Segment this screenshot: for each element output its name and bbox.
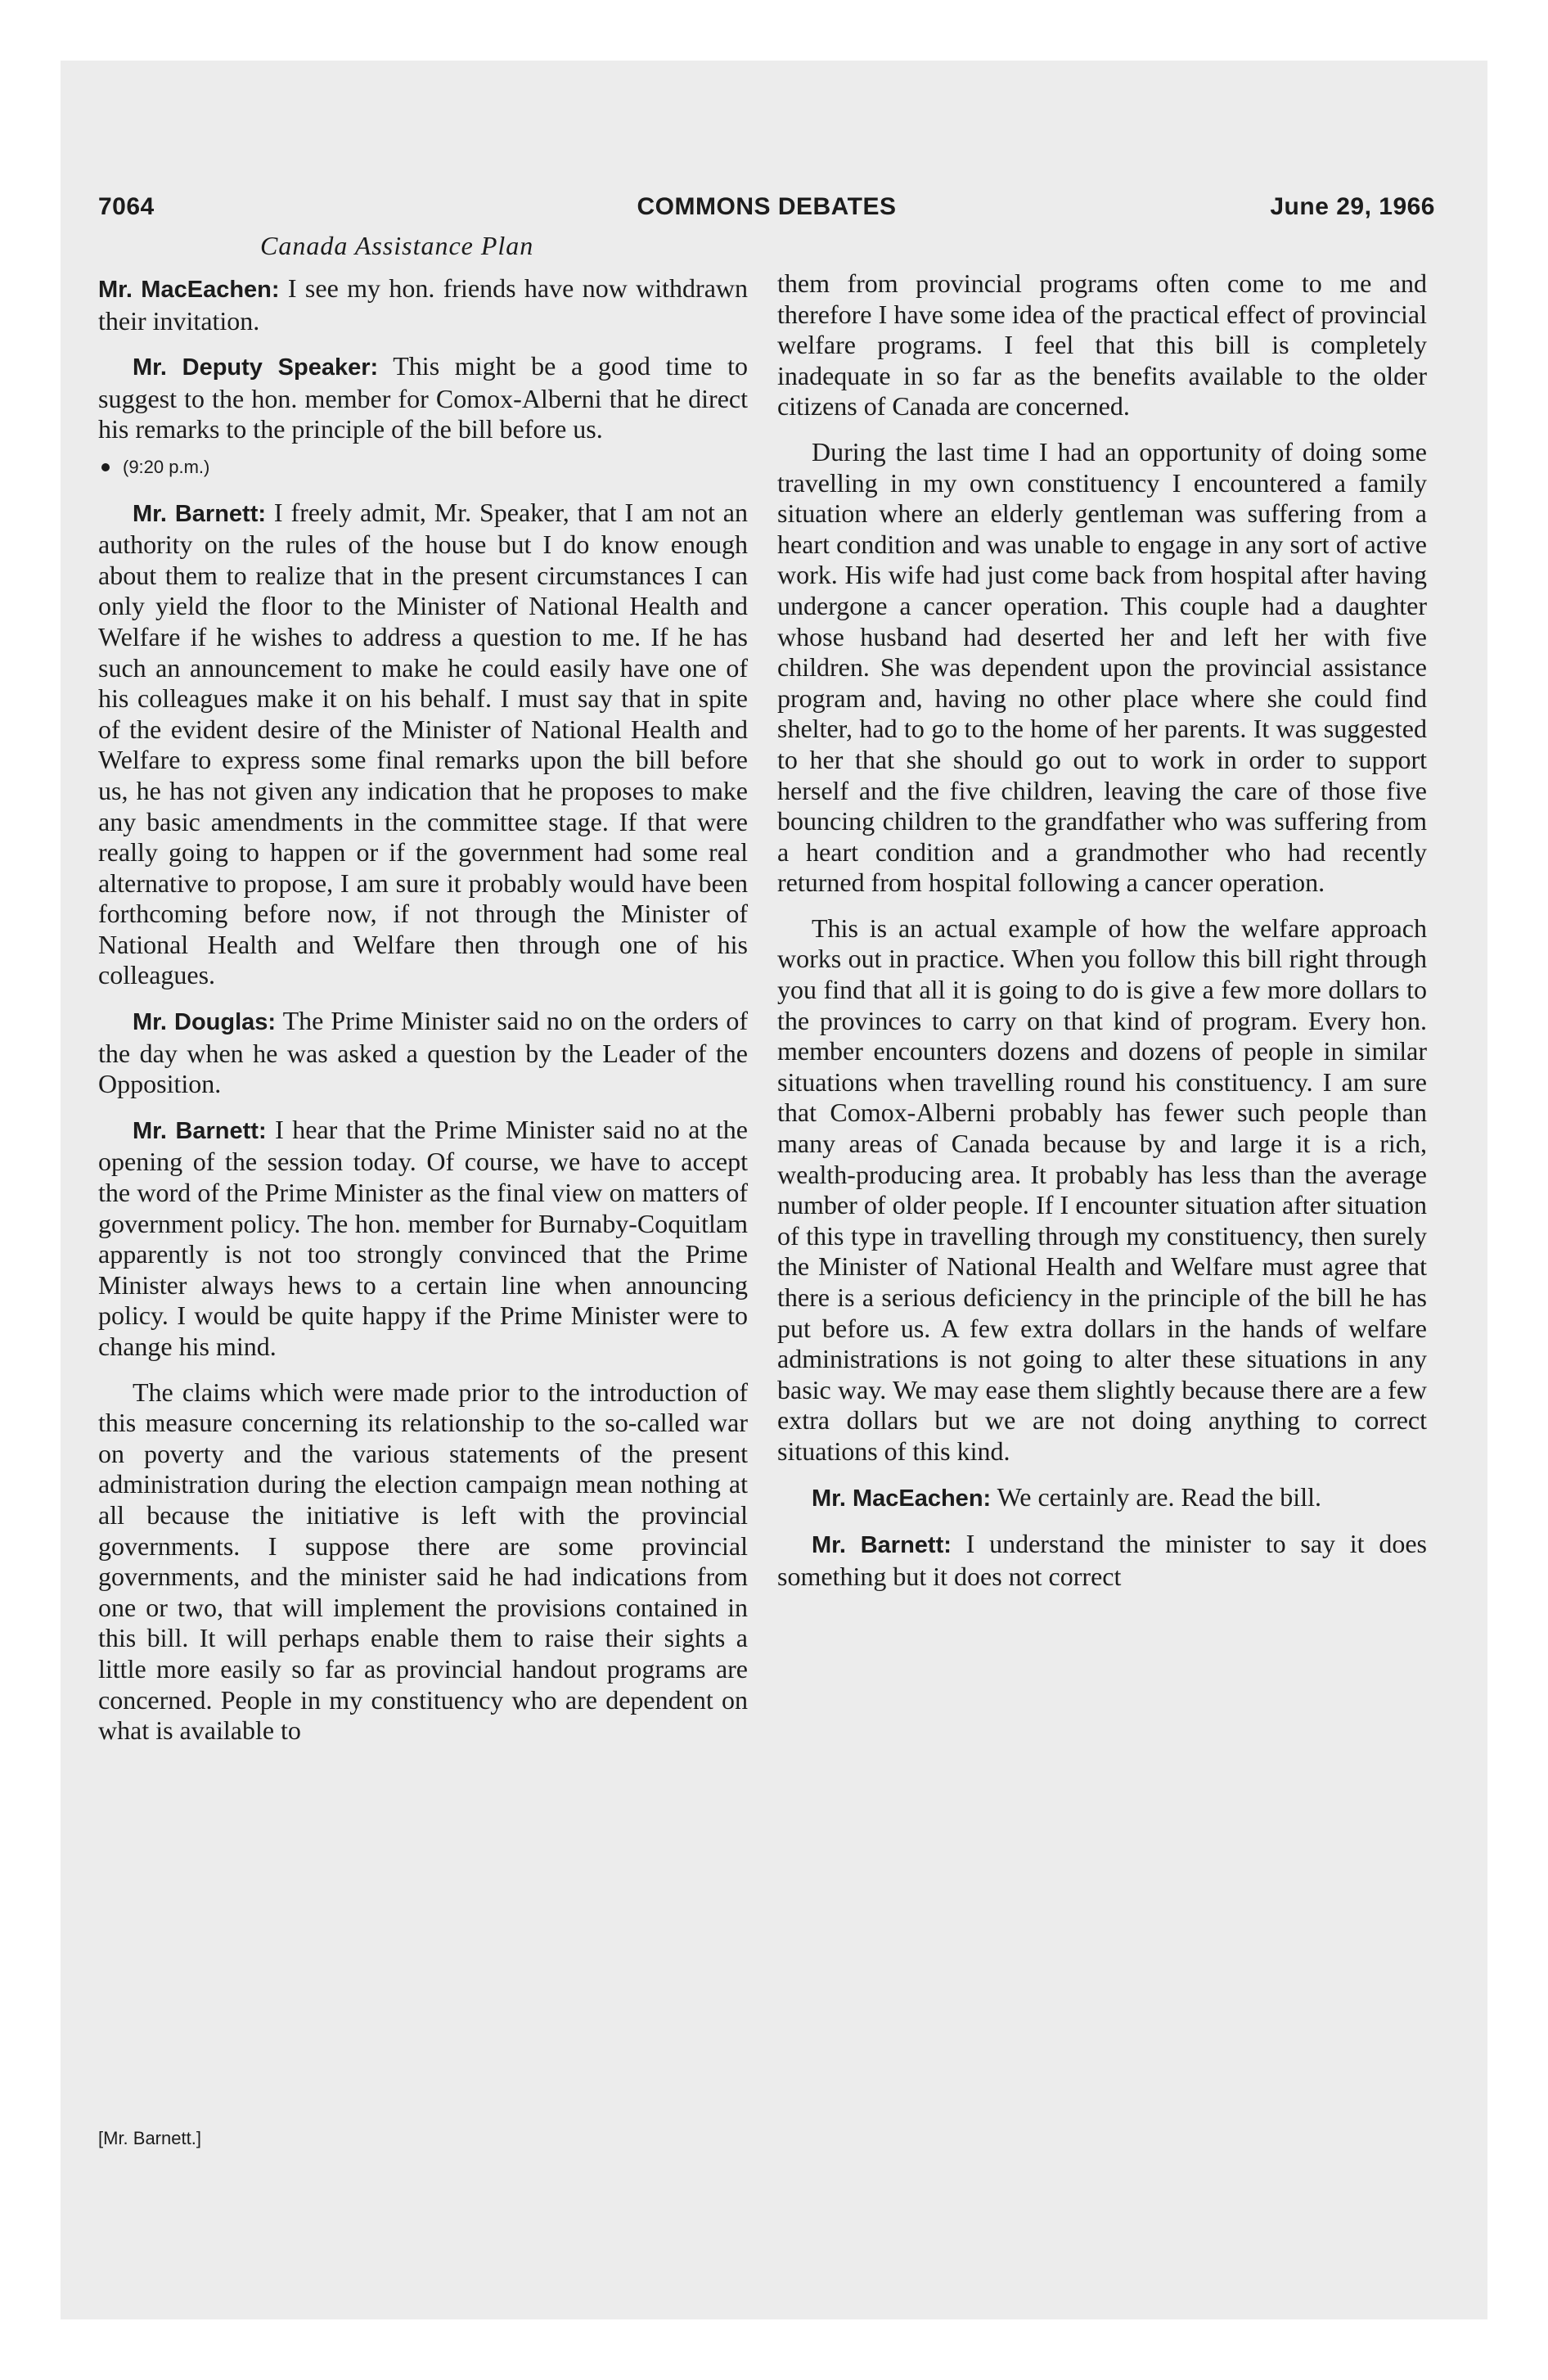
- speaker-name: Mr. MacEachen:: [812, 1485, 992, 1512]
- left-column: [98, 268, 748, 1761]
- section-subtitle: Canada Assistance Plan: [260, 231, 534, 260]
- time-stamp: (9:20 p.m.): [123, 456, 210, 477]
- body-paragraph: The claims which were made prior to the introduction of this measure concerning its relationship to the so-called war on poverty and the various statements of the present administration during the election campaign mean nothing at all because the initiative is left with the provincial governments. I suppose there are some provincial governments, and the minister said he had indications from one or two, that will implement the provisions contained in this bill. It will perhaps enable them to raise their sights a little more easily so far as provincial handout programs are concerned. People in my constituency who are dependent on what is available to: [98, 1377, 748, 1746]
- speech-text: I see my hon. friends have now withdrawn their invitation.: [98, 273, 749, 336]
- speech-text: I freely admit, Mr. Speaker, that I am not an authority on the rules of the house but I do know enough about them to realize that in the present circumstances I can only yield the floor to the Minister of National Health and Welfare if he wishes to address a question to me. If he has such an announcement to make he could easily have one of his colleagues make it on his behalf. I must say that in spite of the evident desire of the Minister of National Health and Welfare to express some final remarks upon the bill before us, he has not given any indication that he proposes to make any basic amendments in the committee stage. If that were really going to happen or if the government had some real alternative to propose, I am sure it probably would have been forthcoming before now, if not through the Minister of National Health and Welfare then through one of his colleagues.: [98, 497, 749, 990]
- speech-paragraph: [98, 351, 748, 445]
- right-column: [777, 268, 1427, 1607]
- speech-text: I hear that the Prime Minister said no at the opening of the session today. Of course, we have to accept the word of the Prime Minister as the final view on matters of government policy. The hon. member for Burnaby-Coquitlam apparently is not too strongly convinced that the Prime Minister always hews to a certain line when announcing policy. I would be quite happy if the Prime Minister were to change his mind.: [98, 1114, 748, 1361]
- speech-paragraph: [98, 498, 748, 992]
- speaker-name: Mr. Douglas:: [133, 1009, 277, 1036]
- speech-text: The Prime Minister said no on the orders of the day when he was asked a question by the Leader of the Opposition.: [98, 1006, 749, 1099]
- speech-text: This might be a good time to suggest to the hon. member for Comox-Alberni that he direct his remarks to the principle of the bill before us.: [98, 351, 748, 444]
- speech-text: We certainly are. Read the bill.: [997, 1481, 1321, 1512]
- speech-paragraph: [777, 1529, 1427, 1592]
- page-number: 7064: [98, 193, 155, 220]
- speech-paragraph: [98, 273, 748, 336]
- page-header: [98, 193, 1435, 229]
- speech-paragraph: [777, 1482, 1427, 1515]
- time-marker: [101, 452, 748, 483]
- speaker-name: Mr. Barnett:: [812, 1532, 952, 1559]
- body-paragraph: them from provincial programs often come to me and therefore I have some idea of the practical effect of provincial welfare programs. I feel that this bill is completely inadequate in so far as the benefits available to the older citizens of Canada are concerned.: [777, 268, 1427, 421]
- speaker-name: Mr. MacEachen:: [98, 277, 280, 303]
- speaker-name: Mr. Barnett:: [133, 500, 267, 527]
- body-paragraph: This is an actual example of how the welfare approach works out in practice. When you follow this bill right through you find that all it is going to do is give a few more dollars to the provinces to carry on that kind of program. Every hon. member encounters dozens and dozens of people in similar situations when travelling round his constituency. I am sure that Comox-Alberni probably has fewer such people than many areas of Canada because by and large it is a rich, wealth-producing area. It probably has less than the average number of older people. If I encounter situation after situation of this type in travelling through my constituency, then surely the Minister of National Health and Welfare must agree that there is a serious deficiency in the principle of the bill he has put before us. A few extra dollars in the hands of welfare administrations is not going to alter these situations in any basic way. We may ease them slightly because there are a few extra dollars but we are not doing anything to correct situations of this kind.: [777, 913, 1427, 1466]
- page-date: June 29, 1966: [1270, 193, 1435, 220]
- speech-text: I understand the minister to say it does something but it does not correct: [777, 1529, 1427, 1591]
- bullet-icon: [101, 463, 110, 471]
- speaker-footer-tag: [Mr. Barnett.]: [98, 2128, 201, 2148]
- speech-paragraph: [98, 1115, 748, 1363]
- publication-title: COMMONS DEBATES: [637, 193, 897, 220]
- speaker-name: Mr. Deputy Speaker:: [133, 354, 379, 381]
- body-paragraph: During the last time I had an opportunity of doing some travelling in my own constituency I encountered a family situation where an elderly gentleman was suffering from a heart condition and was unable to engage in any sort of active work. His wife had just come back from hospital after having undergone a cancer operation. This couple had a daughter whose husband had deserted her and left her with five children. She was dependent upon the provincial assistance program and, having no other place where she could find shelter, had to go to the home of her parents. It was suggested to her that she should go out to work in order to support herself and the five children, leaving the care of those five bouncing children to the grandfather who was suffering from a heart condition and a grandmother who had recently returned from hospital following a cancer operation.: [777, 436, 1427, 898]
- speaker-name: Mr. Barnett:: [133, 1117, 267, 1144]
- speech-paragraph: [98, 1006, 748, 1100]
